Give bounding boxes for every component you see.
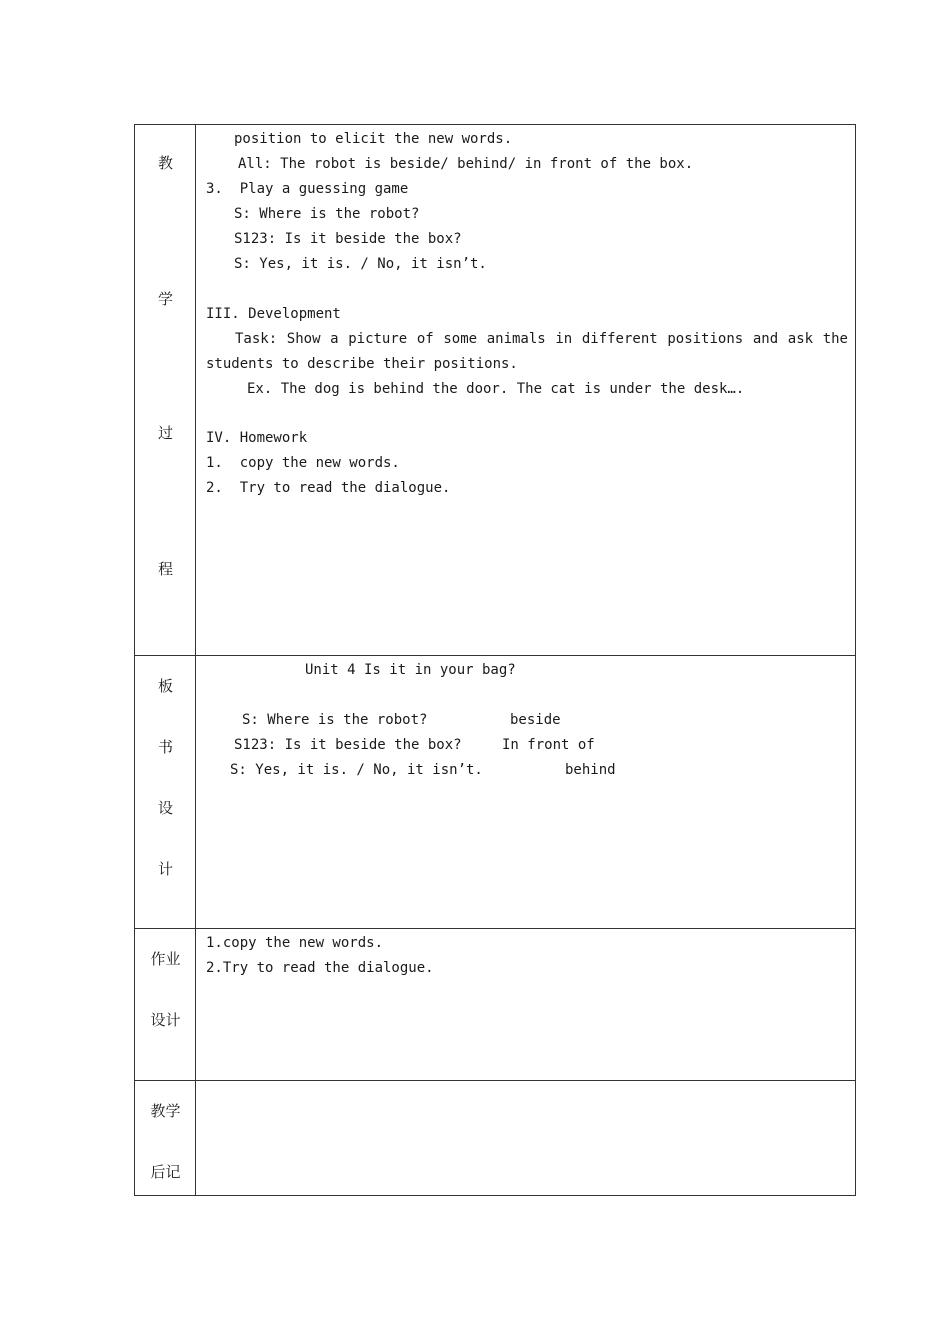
text-line: 2. Try to read the dialogue. bbox=[206, 480, 451, 496]
text-line: S: Where is the robot? bbox=[242, 712, 428, 728]
board-title: Unit 4 Is it in your bag? bbox=[305, 662, 516, 678]
board-word: behind bbox=[565, 762, 616, 778]
homework-content bbox=[197, 929, 855, 1080]
label-char: 过 bbox=[157, 424, 173, 442]
label-text: 教学 bbox=[150, 1102, 181, 1120]
label-cell bbox=[135, 656, 196, 928]
reflection-content bbox=[197, 1081, 855, 1195]
label-text: 后记 bbox=[150, 1163, 181, 1181]
text-line: All: The robot is beside/ behind/ in front of the box. bbox=[238, 156, 694, 172]
text-line: S: Yes, it is. / No, it isn’t. bbox=[234, 256, 487, 272]
label-char: 计 bbox=[157, 860, 173, 878]
task-text: Task: Show a picture of some animals in different positions and ask the bbox=[235, 331, 848, 347]
text-line: Ex. The dog is behind the door. The cat is under the desk…. bbox=[247, 381, 745, 397]
label-text: 设计 bbox=[150, 1011, 181, 1029]
board-word: In front of bbox=[502, 737, 595, 753]
board-content bbox=[197, 656, 855, 928]
label-char: 设 bbox=[157, 799, 173, 817]
text-line: S123: Is it beside the box? bbox=[234, 737, 462, 753]
lesson-plan-table bbox=[134, 124, 856, 1196]
text-line: 2.Try to read the dialogue. bbox=[206, 960, 434, 976]
label-text: 作业 bbox=[150, 950, 181, 968]
row-board-design bbox=[135, 655, 855, 928]
text-line: S123: Is it beside the box? bbox=[234, 231, 462, 247]
text-line bbox=[206, 329, 848, 349]
text-line: 1.copy the new words. bbox=[206, 935, 384, 951]
row-teaching-reflection bbox=[135, 1080, 855, 1195]
label-char: 教 bbox=[157, 154, 173, 172]
row-homework-design bbox=[135, 928, 855, 1080]
label-char: 学 bbox=[157, 290, 173, 308]
process-content bbox=[197, 125, 855, 655]
text-line: students to describe their positions. bbox=[206, 356, 518, 372]
text-line: 3. Play a guessing game bbox=[206, 181, 409, 197]
label-cell bbox=[135, 125, 196, 655]
text-line: position to elicit the new words. bbox=[234, 131, 513, 147]
section-heading: IV. Homework bbox=[206, 430, 308, 446]
text-line: S: Where is the robot? bbox=[234, 206, 420, 222]
label-cell bbox=[135, 929, 196, 1080]
label-char: 书 bbox=[157, 738, 173, 756]
label-char: 板 bbox=[157, 677, 173, 695]
label-cell bbox=[135, 1081, 196, 1195]
row-teaching-process bbox=[135, 125, 855, 655]
section-heading: III. Development bbox=[206, 306, 341, 322]
board-word: beside bbox=[510, 712, 561, 728]
text-line: S: Yes, it is. / No, it isn’t. bbox=[230, 762, 483, 778]
text-line: 1. copy the new words. bbox=[206, 455, 400, 471]
label-char: 程 bbox=[157, 560, 173, 578]
